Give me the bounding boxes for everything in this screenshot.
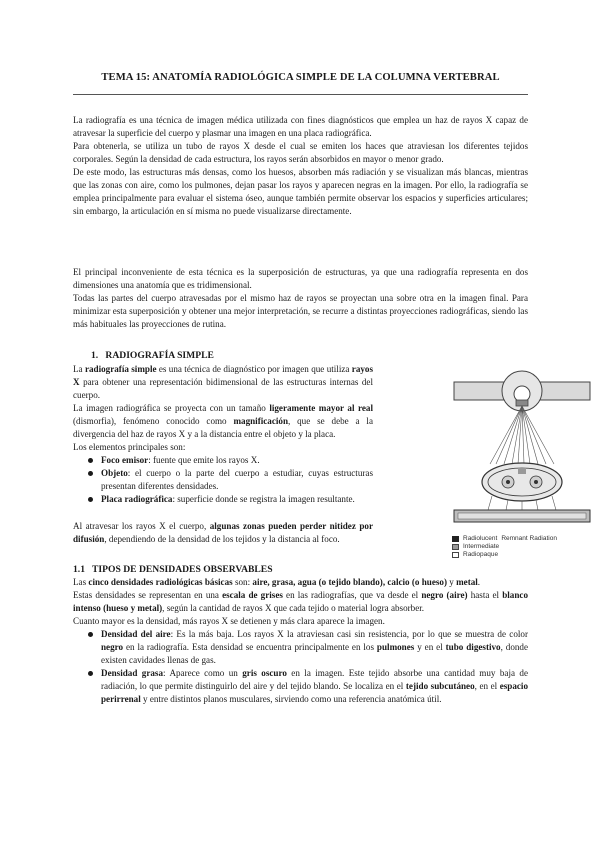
radiopaque-swatch-icon (452, 552, 459, 558)
list-item: Placa radiográfica: superficie donde se registra la imagen resultante. (83, 493, 373, 506)
list-item: Objeto: el cuerpo o la parte del cuerpo a estudiar, cuyas estructuras presentan diferentes densidades. (83, 467, 373, 493)
title-divider (73, 94, 528, 95)
legend-row (452, 551, 592, 558)
legend-radiolucent: Radiolucent (463, 535, 498, 542)
section-1-heading (73, 349, 513, 362)
bullet-icon (88, 497, 93, 502)
intro-section-2 (73, 266, 528, 331)
diagram-legend (452, 535, 592, 558)
section-1-1-paragraph-3: Cuanto mayor es la densidad, más rayos X se detienen y más clara aparece la imagen. (73, 616, 385, 626)
bullet-icon (88, 458, 93, 463)
page-title: TEMA 15: ANATOMÍA RADIOLÓGICA SIMPLE DE LA COLUMNA VERTEBRAL (101, 72, 500, 83)
bullet-icon (88, 632, 93, 637)
section-1-paragraph-2: La imagen radiográfica se proyecta con un tamaño ligeramente mayor al real (dismorfia), fenómeno conocido como magnificación, que se debe a la divergencia del haz de rayos X y a la distancia entre el objeto y la placa. (73, 403, 373, 439)
section-1-1 (73, 563, 528, 706)
section-1-1-title: TIPOS DE DENSIDADES OBSERVABLES (92, 564, 273, 575)
xray-projection-illustration (452, 364, 592, 528)
section-1-closing (73, 520, 373, 546)
intro-paragraph-1: La radiografía es una técnica de imagen médica utilizada con fines diagnósticos que emplea un haz de rayos X capaz de atravesar la superficie del cuerpo y plasmar una imagen en una placa radiográfica. (73, 115, 528, 138)
section-1-1-paragraph-2: Estas densidades se representan en una escala de grises en las radiografías, que va desde el negro (aire) hasta el blanco intenso (hueso y metal), según la cantidad de rayos X que cada tejido o material logra absorber. (73, 590, 528, 613)
intermediate-swatch-icon (452, 544, 459, 550)
intro-paragraph-2: Para obtenerla, se utiliza un tubo de rayos X desde el cual se emiten los haces que atraviesan los diferentes tejidos corporales. Según la densidad de cada estructura, los rayos serán absorbidos en mayor o menor grado. (73, 141, 528, 164)
list-item: Foco emisor: fuente que emite los rayos X. (83, 454, 373, 467)
legend-row (452, 535, 592, 542)
section-1-number: 1. (91, 350, 99, 361)
xray-diagram (452, 364, 592, 558)
intro-paragraph-5: Todas las partes del cuerpo atravesadas por el mismo haz de rayos se proyectan una sobre otra en la imagen final. Para minimizar esta superposición y obtener una mejor interpretación, se recurre a distintas proyecciones radiográficas, siendo las más habituales las proyecciones de rutina. (73, 293, 528, 329)
elements-list (73, 454, 373, 506)
intro-section (73, 114, 528, 218)
section-1-1-paragraph-1: Las cinco densidades radiológicas básicas son: aire, grasa, agua (o tejido blando), calcio (o hueso) y metal. (73, 577, 481, 587)
legend-radiopaque: Radiopaque (463, 551, 499, 558)
bullet-icon (88, 671, 93, 676)
radiolucent-swatch-icon (452, 536, 459, 542)
section-1-paragraph-1: La radiografía simple es una técnica de diagnóstico por imagen que utiliza rayos X para obtener una representación bidimensional de las estructuras internas del cuerpo. (73, 364, 373, 400)
section-1-paragraph-4: Al atravesar los rayos X el cuerpo, algunas zonas pueden perder nitidez por difusión, dependiendo de la densidad de los tejidos y la distancia al foco. (73, 521, 373, 544)
legend-remnant-radiation: Remnant Radiation (501, 535, 557, 542)
section-1-1-heading (73, 563, 528, 576)
section-1-title: RADIOGRAFÍA SIMPLE (105, 350, 214, 361)
legend-row (452, 543, 592, 550)
section-1-body (73, 363, 373, 506)
bullet-icon (88, 471, 93, 476)
section-1-paragraph-3: Los elementos principales son: (73, 442, 186, 452)
list-item: Densidad grasa: Aparece como un gris oscuro en la imagen. Este tejido absorbe una cantidad muy baja de radiación, lo que permite distinguirlo del aire y del tejido blando. Se localiza en el tejido subcutáneo, en el espacio perirrenal y entre distintos planos musculares, sirviendo como una referencia anatómica útil. (83, 667, 528, 706)
section-1-1-number: 1.1 (73, 564, 85, 575)
list-item: Densidad del aire: Es la más baja. Los rayos X la atraviesan casi sin resistencia, por lo que se muestra de color negro en la radiografía. Esta densidad se encuentra principalmente en los pulmones y en el tubo digestivo, donde existen cavidades llenas de gas. (83, 628, 528, 667)
densities-list (73, 628, 528, 706)
intro-paragraph-3: De este modo, las estructuras más densas, como los huesos, absorben más radiación y se visualizan más blancas, mientras que las zonas con aire, como los pulmones, dejan pasar los rayos y aparecen negras en la imagen. Por ello, la radiografía se emplea principalmente para evaluar el sistema óseo, aunque también permite observar los espacios y superficies articulares; sin embargo, la articulación en sí misma no puede visualizarse directamente. (73, 167, 528, 216)
intro-paragraph-4: El principal inconveniente de esta técnica es la superposición de estructuras, ya que una radiografía representa en dos dimensiones una anatomía que es tridimensional. (73, 267, 528, 290)
legend-intermediate: Intermediate (463, 543, 500, 550)
